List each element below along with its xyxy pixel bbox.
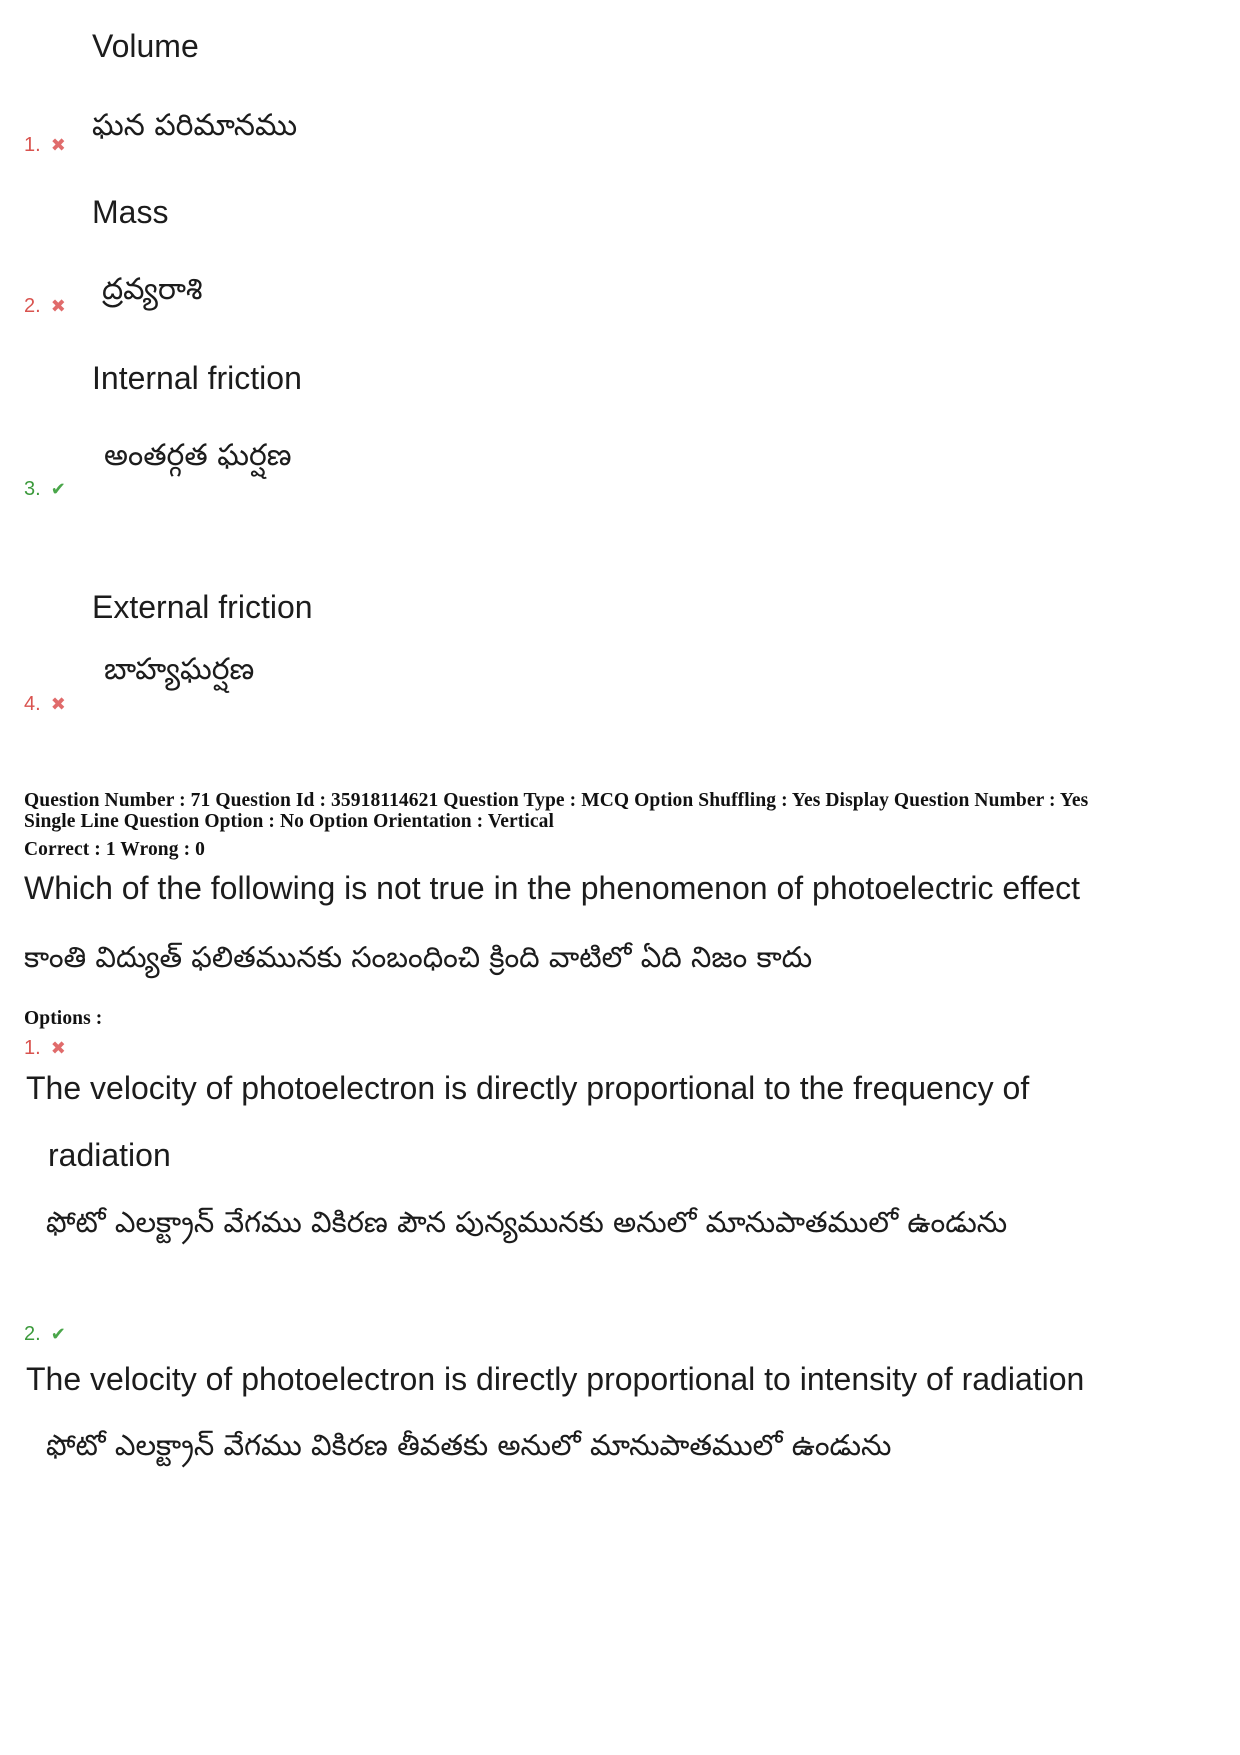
option-text-en: Internal friction — [92, 360, 302, 396]
option-text-en: Volume — [92, 28, 199, 64]
option-text-en: The velocity of photoelectron is directly proportional to the frequency of — [26, 1070, 1030, 1106]
option-text-en-continued: radiation — [48, 1137, 171, 1173]
option-text-te: అంతర్గత ఘర్షణ — [104, 438, 292, 473]
question-text-en: Which of the following is not true in the phenomenon of photoelectric effect — [24, 870, 1081, 906]
question-meta-line-1: Question Number : 71 Question Id : 35918114621 Question Type : MCQ Option Shuffling : Yes Display Question Number : Yes — [24, 790, 1089, 811]
option-text-te: ద్రవ్యరాశి — [102, 272, 203, 307]
options-label: Options : — [24, 1008, 103, 1029]
option-text-te: బాహ్యఘర్షణ — [104, 652, 255, 687]
question-meta-line-2: Single Line Question Option : No Option Orientation : Vertical — [24, 811, 555, 832]
option-number: 1. — [24, 1037, 41, 1059]
option-text-te: ఘన పరిమానము — [92, 108, 298, 143]
score-line: Correct : 1 Wrong : 0 — [24, 839, 205, 860]
option-number: 4. — [24, 693, 41, 715]
option-number: 2. — [24, 1323, 41, 1345]
cross-icon: ✖ — [50, 135, 66, 156]
option-number-row — [24, 478, 66, 501]
option-number-row — [24, 1037, 66, 1060]
option-number-row — [24, 295, 66, 318]
option-text-te: ఫోటో ఎలక్ట్రాన్ వేగము వికిరణ పౌన పున్యమునకు అనులో మానుపాతములో ఉండును — [46, 1205, 1008, 1239]
option-number: 1. — [24, 134, 41, 156]
cross-icon: ✖ — [50, 296, 66, 317]
option-text-te: ఫోటో ఎలక్ట్రాన్ వేగము వికిరణ తీవతకు అనులో మానుపాతములో ఉండును — [46, 1428, 892, 1462]
cross-icon: ✖ — [50, 694, 66, 715]
check-icon: ✔ — [50, 1324, 66, 1345]
option-text-en: Mass — [92, 194, 169, 230]
option-text-en: External friction — [92, 589, 313, 625]
cross-icon: ✖ — [50, 1038, 66, 1059]
option-number: 2. — [24, 295, 41, 317]
option-number-row — [24, 1323, 66, 1346]
question-text-te: కాంతి విద్యుత్ ఫలితమునకు సంబంధించి క్రింది వాటిలో ఏది నిజం కాదు — [24, 940, 813, 974]
option-number: 3. — [24, 478, 41, 500]
option-number-row — [24, 134, 66, 157]
check-icon: ✔ — [50, 479, 66, 500]
option-text-en: The velocity of photoelectron is directly proportional to intensity of radiation — [26, 1361, 1085, 1397]
option-number-row — [24, 693, 66, 716]
